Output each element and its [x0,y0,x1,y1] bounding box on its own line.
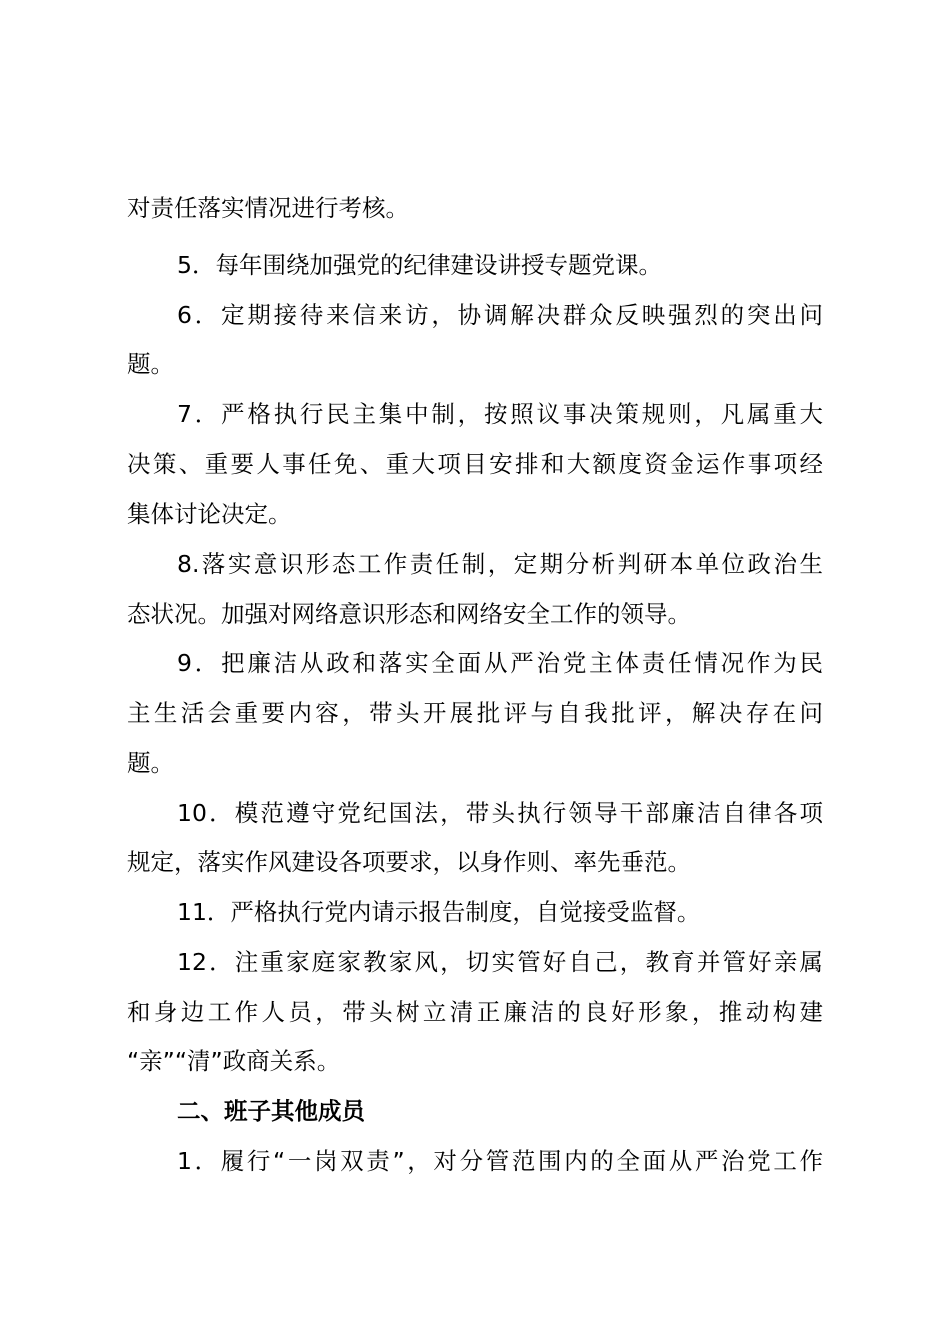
text-line: 10．模范遵守党纪国法，带头执行领导干部廉洁自律各项 [177,799,823,827]
text-line: 题。 [127,350,174,378]
text-line: “亲”“清”政商关系。 [127,1047,341,1075]
text-line: 1．履行“一岗双责”，对分管范围内的全面从严治党工作 [177,1147,823,1175]
text-line: 12．注重家庭家教家风，切实管好自己，教育并管好亲属 [177,948,823,976]
text-line: 对责任落实情况进行考核。 [127,194,409,222]
text-line: 集体讨论决定。 [127,500,292,528]
text-line: 主生活会重要内容，带头开展批评与自我批评，解决存在问 [127,699,823,727]
text-line: 态状况。加强对网络意识形态和网络安全工作的领导。 [127,600,691,628]
text-line: 5．每年围绕加强党的纪律建设讲授专题党课。 [177,251,662,279]
text-line: 7．严格执行民主集中制，按照议事决策规则，凡属重大 [177,400,823,428]
text-line: 决策、重要人事任免、重大项目安排和大额度资金运作事项经 [127,450,823,478]
text-line: 8.落实意识形态工作责任制，定期分析判研本单位政治生 [177,550,823,578]
text-line: 6．定期接待来信来访，协调解决群众反映强烈的突出问 [177,301,823,329]
text-line: 规定，落实作风建设各项要求，以身作则、率先垂范。 [127,848,691,876]
text-line: 11．严格执行党内请示报告制度，自觉接受监督。 [177,898,701,926]
text-line: 9．把廉洁从政和落实全面从严治党主体责任情况作为民 [177,649,823,677]
text-line: 和身边工作人员，带头树立清正廉洁的良好形象，推动构建 [127,998,823,1026]
section-heading: 二、班子其他成员 [177,1097,365,1125]
text-line: 题。 [127,749,174,777]
